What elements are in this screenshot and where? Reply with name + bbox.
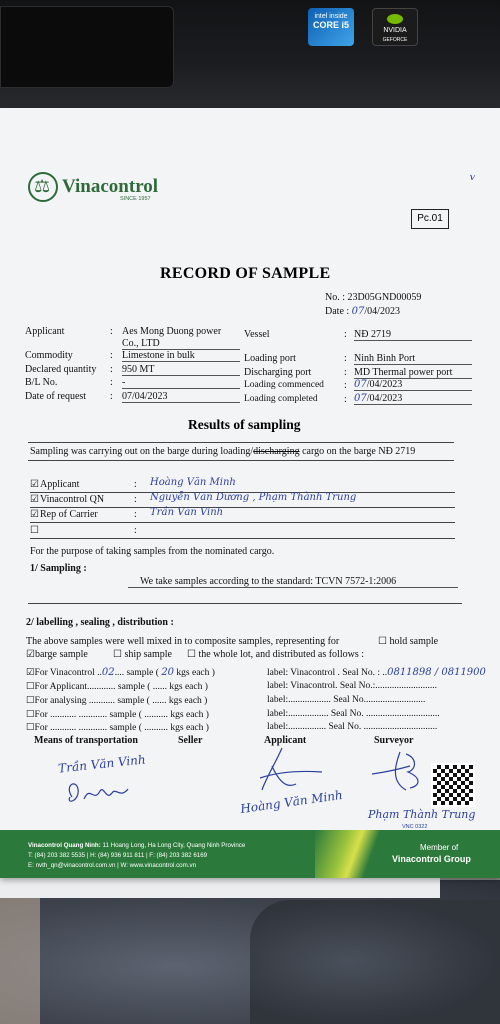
signature-heading-applicant: Applicant xyxy=(264,735,307,746)
footer-office: Vinacontrol Quang Ninh: xyxy=(28,842,101,849)
distribution-mid: .... sample ( xyxy=(114,668,162,678)
field-value-bl-no: - xyxy=(122,377,240,389)
whole-lot-option: ☐ the whole lot, and distributed as follows : xyxy=(187,649,364,660)
distribution-label: label:.................. Seal No.......................... xyxy=(267,695,426,705)
field-label-loading-completed: Loading completed xyxy=(244,394,318,404)
field-label-bl-no: B/L No. xyxy=(25,377,58,388)
nvidia-sticker-text: NVIDIA xyxy=(383,27,407,34)
logo-since: SINCE 1957 xyxy=(120,196,151,202)
distribution-for: For Vinacontrol .. xyxy=(34,668,102,678)
hold-sample-option: ☐ hold sample xyxy=(378,636,439,647)
checkbox: ☑ xyxy=(30,479,39,490)
sampling-standard: We take samples according to the standard: TCVN 7572-1:2006 xyxy=(128,576,458,588)
field-value-loading-port: Ninh Bình Port xyxy=(354,353,472,365)
record-date xyxy=(325,306,400,317)
checkbox: ☐ xyxy=(26,710,35,720)
distribution-row xyxy=(26,681,208,692)
field-value-vessel: NĐ 2719 xyxy=(354,329,472,341)
footer-member: Member of xyxy=(420,843,459,852)
field-label-quantity: Declared quantity xyxy=(25,364,97,375)
applicant-handwritten-name: Hoàng Văn Minh xyxy=(239,787,344,817)
loading-completed-rest: /04/2023 xyxy=(366,393,403,404)
sampling-heading: 1/ Sampling : xyxy=(30,563,87,574)
checkbox: ☐ xyxy=(26,696,35,706)
field-value-commodity: Limestone in bulk xyxy=(122,350,240,362)
intel-sticker xyxy=(308,8,354,46)
sampling-statement xyxy=(30,446,415,457)
checkbox: ☐ xyxy=(26,723,35,733)
divider xyxy=(28,442,454,443)
record-number-value: 23D05GND00059 xyxy=(347,292,422,303)
footer-address: 11 Hoang Long, Ha Long City, Quang Ninh Province xyxy=(100,842,246,849)
distribution-mid: ............ sample ( .......... kgs each ) xyxy=(76,710,209,720)
attendees-table xyxy=(30,475,455,541)
footer-web: E: nvth_qn@vinacontrol.com.vn | W: www.vinacontrol.com.vn xyxy=(28,862,197,869)
qr-code xyxy=(431,763,475,807)
distribution-row xyxy=(26,722,209,733)
intel-sticker-model: CORE i5 xyxy=(312,20,349,30)
record-number-label: No. : xyxy=(325,292,345,303)
divider xyxy=(28,603,462,604)
purpose-text: For the purpose of taking samples from the nominated cargo. xyxy=(30,546,275,557)
field-label-loading-port: Loading port xyxy=(244,353,296,364)
footer-office-line xyxy=(28,842,245,849)
sampling-statement-b: cargo on the barge NĐ 2719 xyxy=(299,446,416,457)
form-code: Pc.01 xyxy=(411,209,449,229)
distribution-kg-handwritten: 20 xyxy=(161,667,175,678)
footer-stripe xyxy=(315,830,385,878)
distribution-for: For ........... xyxy=(34,723,77,733)
signature-heading-surveyor: Surveyor xyxy=(374,735,414,746)
field-value-discharging-port: MD Thermal power port xyxy=(354,367,472,379)
field-label-date-request: Date of request xyxy=(25,391,87,402)
distribution-label: label: Vinacontrol. Seal No.:.......................... xyxy=(267,681,437,691)
distribution-mid: sample ( ...... kgs each ) xyxy=(115,682,208,692)
attendee-row: ☑ Vinacontrol QN : Nguyễn Văn Dương , Phạm Thành Trung xyxy=(30,494,455,508)
scales-icon xyxy=(28,172,58,202)
record-number xyxy=(325,292,421,303)
sampling-statement-struck: discharging xyxy=(253,446,300,457)
checkbox: ☐ xyxy=(30,525,39,536)
fabric-fold xyxy=(250,900,500,1024)
attendee-handwritten-name: Nguyễn Văn Dương , Phạm Thành Trung xyxy=(150,492,357,503)
field-value-loading-commenced xyxy=(354,379,472,391)
distribution-row xyxy=(26,695,207,706)
attendee-label: Applicant xyxy=(40,479,80,490)
nvidia-sticker-sub: GEFORCE xyxy=(382,37,408,43)
surveyor-signature xyxy=(366,748,430,794)
attendee-label: Vinacontrol QN xyxy=(40,494,105,505)
checkbox: ☑ xyxy=(26,668,35,678)
distribution-kg: kgs each ) xyxy=(174,668,215,678)
distribution-for: For analysing xyxy=(34,696,87,706)
logo-name: Vinacontrol xyxy=(62,176,159,197)
attendee-handwritten-name: Hoàng Văn Minh xyxy=(150,477,236,488)
checkbox: ☐ xyxy=(26,682,35,692)
laptop-screen xyxy=(0,6,174,88)
checkbox: ☑ xyxy=(30,494,39,505)
results-heading: Results of sampling xyxy=(188,417,301,432)
footer-group: Vinacontrol Group xyxy=(392,854,471,864)
distribution-row xyxy=(26,709,209,720)
document-footer xyxy=(0,830,500,878)
nvidia-eye-icon xyxy=(387,14,403,24)
field-value-applicant: Aes Mong Duong power xyxy=(122,326,222,337)
distribution-label-text: label: Vinacontrol . Seal No. : .. xyxy=(267,668,388,678)
field-label-discharging-port: Discharging port xyxy=(244,367,312,378)
field-value-date-request: 07/04/2023 xyxy=(122,391,240,403)
distribution-for: For ........... xyxy=(34,710,77,720)
field-label-vessel: Vessel xyxy=(244,329,270,340)
nvidia-sticker xyxy=(372,8,418,46)
field-label-applicant: Applicant xyxy=(25,326,65,337)
field-value-loading-completed xyxy=(354,393,472,405)
divider xyxy=(28,460,454,461)
attendee-label: Rep of Carrier xyxy=(40,509,98,520)
barge-sample-option: ☑barge sample xyxy=(26,649,88,660)
labelling-text: The above samples were well mixed in to composite samples, representing for xyxy=(26,636,340,647)
attendee-row: ☐ : xyxy=(30,525,455,539)
distribution-label: label:................ Seal No. ............................... xyxy=(267,722,438,732)
signature-heading-seller: Seller xyxy=(178,735,203,746)
loading-commenced-handwritten: 07 xyxy=(354,379,367,390)
signature-heading-transport: Means of transportation xyxy=(34,735,138,746)
checkbox: ☑ xyxy=(30,509,39,520)
field-label-commodity: Commodity xyxy=(25,350,73,361)
background-chair xyxy=(0,890,40,1024)
field-value-applicant-line2: Co., LTD xyxy=(122,338,240,350)
transport-signature xyxy=(60,775,140,809)
attendee-row: ☑ Applicant : Hoàng Văn Minh xyxy=(30,479,455,493)
record-date-rest: /04/2023 xyxy=(364,306,400,317)
intel-sticker-text: intel inside xyxy=(314,13,348,20)
footer-phones: T: (84) 203 382 5535 | H: (84) 936 911 811 | F: (84) 203 382 6169 xyxy=(28,852,208,859)
corner-tick-mark: ᵛ xyxy=(470,170,476,189)
labelling-heading: 2/ labelling , sealing , distribution : xyxy=(26,617,174,628)
surveyor-stamp-name: Phạm Thành Trung xyxy=(368,808,476,821)
ship-sample-option: ☐ ship sample xyxy=(113,649,172,660)
distribution-row xyxy=(26,667,215,678)
field-value-quantity: 950 MT xyxy=(122,364,240,376)
page-title: RECORD OF SAMPLE xyxy=(160,265,331,282)
distribution-label: label:................. Seal No. ............................... xyxy=(267,709,440,719)
loading-commenced-rest: /04/2023 xyxy=(366,379,403,390)
distribution-mid: ............ sample ( .......... kgs each ) xyxy=(76,723,209,733)
vinacontrol-logo xyxy=(28,172,168,208)
field-label-loading-commenced: Loading commenced xyxy=(244,380,324,390)
surveyor-code: VNC 0322 xyxy=(402,824,428,830)
distribution-for: For Applicant............ xyxy=(34,682,116,692)
loading-completed-handwritten: 07 xyxy=(354,393,367,404)
distribution-count-handwritten: 02 xyxy=(101,667,115,678)
distribution-label xyxy=(267,667,486,678)
seal-number-handwritten: 0811898 / 0811900 xyxy=(387,667,486,678)
laptop-body xyxy=(0,0,500,110)
record-date-handwritten: 07 xyxy=(351,306,365,317)
attendee-row: ☑ Rep of Carrier : Trần Văn Vinh xyxy=(30,509,455,523)
transport-handwritten-name: Trần Văn Vinh xyxy=(57,752,147,776)
background-fabric xyxy=(0,880,500,1024)
sampling-statement-a: Sampling was carrying out on the barge during loading/ xyxy=(30,446,254,457)
distribution-mid: ........... sample ( ...... kgs each ) xyxy=(86,696,208,706)
attendee-handwritten-name: Trần Văn Vinh xyxy=(150,507,224,518)
record-date-label: Date : xyxy=(325,306,350,317)
